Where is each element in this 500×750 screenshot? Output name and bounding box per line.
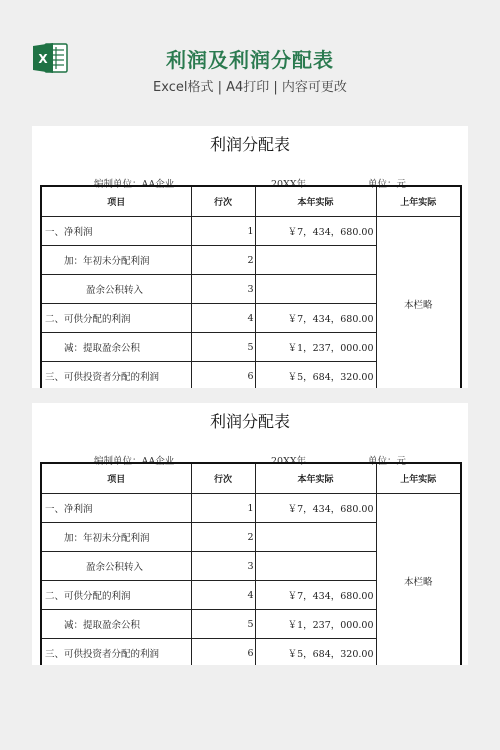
table-header-row xyxy=(41,186,461,217)
table-row xyxy=(41,494,461,523)
row-amount: ￥7，434，680.00 xyxy=(255,304,376,333)
sheet-title: 利润分配表 xyxy=(209,412,290,431)
report-year: 20XX年 xyxy=(271,456,307,467)
row-amount: ￥1，237，000.00 xyxy=(255,333,376,362)
currency-unit: 单位：元 xyxy=(368,179,407,190)
column-header-item: 项目 xyxy=(41,463,191,494)
row-seq: 1 xyxy=(191,217,255,246)
table-header-row xyxy=(41,463,461,494)
svg-text:X: X xyxy=(38,52,48,66)
column-header-current-year: 本年实际 xyxy=(255,463,376,494)
row-seq: 6 xyxy=(191,639,255,666)
row-item: 加：年初未分配利润 xyxy=(41,246,191,275)
row-amount xyxy=(255,523,376,552)
sheet-title: 利润分配表 xyxy=(209,135,290,154)
last-year-note: 本栏略 xyxy=(376,217,461,389)
row-amount: ￥1，237，000.00 xyxy=(255,610,376,639)
row-seq: 5 xyxy=(191,333,255,362)
row-amount xyxy=(255,246,376,275)
sheet-preview-2 xyxy=(32,403,468,665)
row-amount: ￥7，434，680.00 xyxy=(255,581,376,610)
column-header-last-year: 上年实际 xyxy=(376,186,461,217)
row-seq: 1 xyxy=(191,494,255,523)
row-seq: 6 xyxy=(191,362,255,389)
row-item: 盈余公积转入 xyxy=(41,275,191,304)
row-item: 一、净利润 xyxy=(41,494,191,523)
row-amount: ￥7，434，680.00 xyxy=(255,494,376,523)
column-header-last-year: 上年实际 xyxy=(376,463,461,494)
row-amount: ￥7，434，680.00 xyxy=(255,217,376,246)
profit-distribution-table xyxy=(40,462,462,665)
column-header-current-year: 本年实际 xyxy=(255,186,376,217)
column-header-seq: 行次 xyxy=(191,463,255,494)
row-seq: 2 xyxy=(191,523,255,552)
compiling-unit: 编制单位：AA企业 xyxy=(94,179,175,190)
profit-distribution-table xyxy=(40,185,462,388)
column-header-item: 项目 xyxy=(41,186,191,217)
row-amount xyxy=(255,552,376,581)
row-item: 盈余公积转入 xyxy=(41,552,191,581)
row-seq: 4 xyxy=(191,304,255,333)
row-item: 加：年初未分配利润 xyxy=(41,523,191,552)
page-subtitle: Excel格式 | A4打印 | 内容可更改 xyxy=(153,80,347,95)
table-row xyxy=(41,217,461,246)
row-item: 减：提取盈余公积 xyxy=(41,610,191,639)
row-item: 二、可供分配的利润 xyxy=(41,581,191,610)
page-header xyxy=(0,0,500,110)
row-amount: ￥5，684，320.00 xyxy=(255,362,376,389)
row-amount: ￥5，684，320.00 xyxy=(255,639,376,666)
row-item: 一、净利润 xyxy=(41,217,191,246)
row-seq: 5 xyxy=(191,610,255,639)
row-item: 减：提取盈余公积 xyxy=(41,333,191,362)
row-seq: 2 xyxy=(191,246,255,275)
column-header-seq: 行次 xyxy=(191,186,255,217)
row-seq: 3 xyxy=(191,552,255,581)
row-seq: 4 xyxy=(191,581,255,610)
row-seq: 3 xyxy=(191,275,255,304)
sheet-preview-1 xyxy=(32,126,468,388)
currency-unit: 单位：元 xyxy=(368,456,407,467)
row-item: 三、可供投资者分配的利润 xyxy=(41,362,191,389)
row-item: 二、可供分配的利润 xyxy=(41,304,191,333)
last-year-note: 本栏略 xyxy=(376,494,461,666)
row-amount xyxy=(255,275,376,304)
compiling-unit: 编制单位：AA企业 xyxy=(94,456,175,467)
report-year: 20XX年 xyxy=(271,179,307,190)
page-title: 利润及利润分配表 xyxy=(166,48,334,72)
row-item: 三、可供投资者分配的利润 xyxy=(41,639,191,666)
